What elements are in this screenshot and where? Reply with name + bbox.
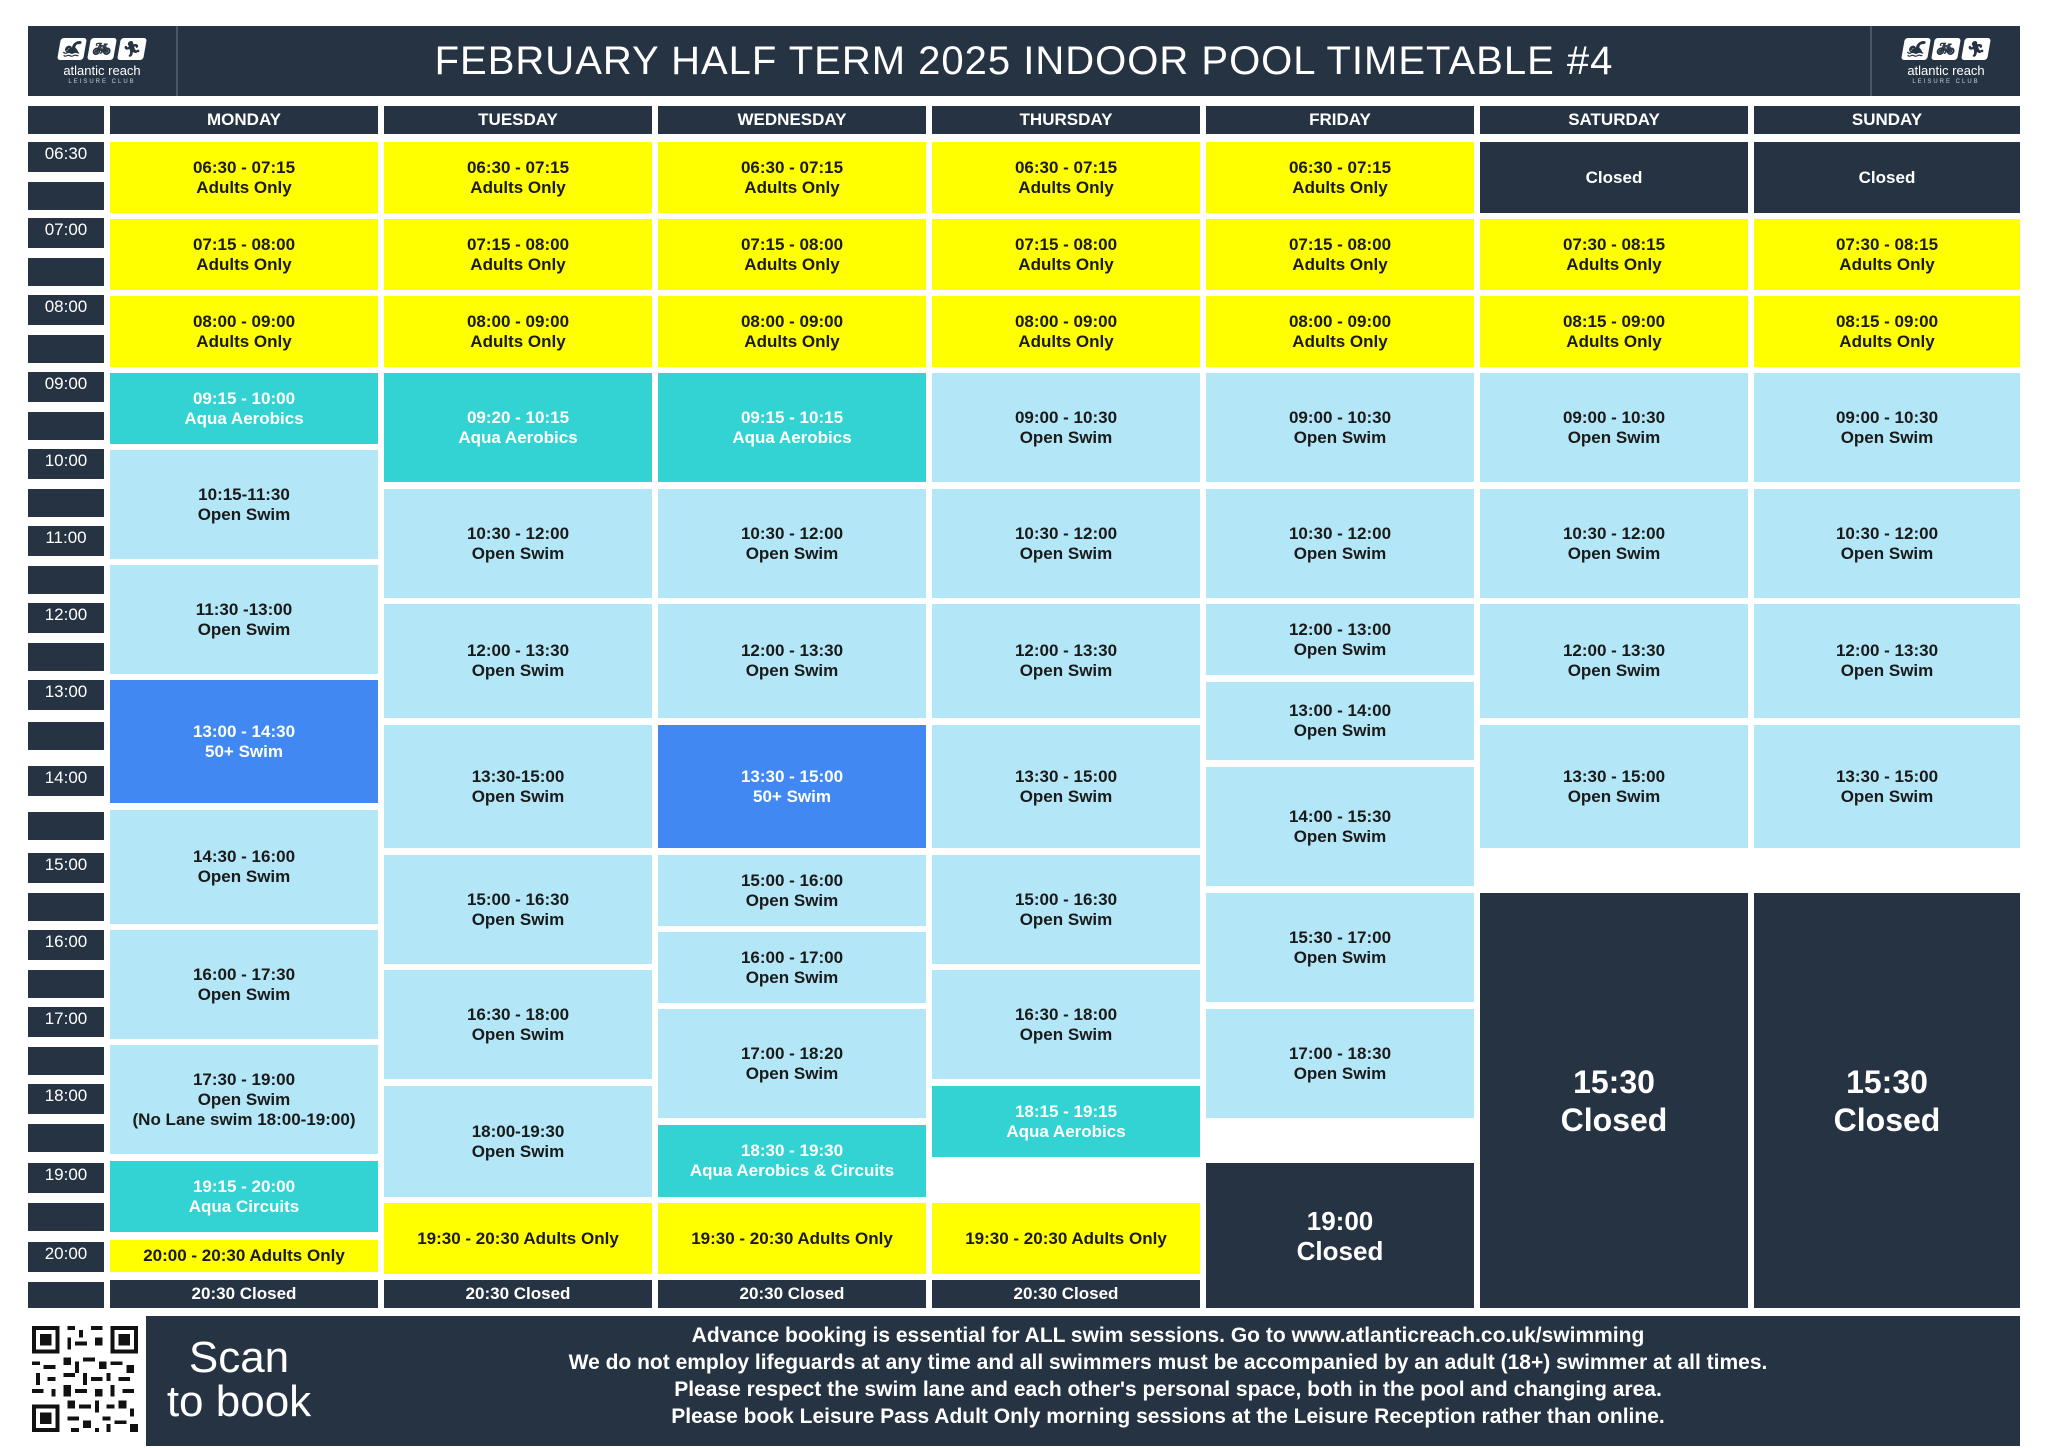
session-label: 50+ Swim — [753, 786, 831, 806]
session-adults-only[interactable] — [384, 219, 652, 290]
time-spacer — [28, 335, 104, 363]
session-time: 09:00 - 10:30 — [1014, 407, 1118, 427]
page-title: FEBRUARY HALF TERM 2025 INDOOR POOL TIMETABLE #4 — [434, 38, 1614, 83]
session-time: 15:30 - 17:00 — [1288, 927, 1392, 947]
session-time: 15:00 - 16:30 — [1014, 889, 1118, 909]
time-spacer — [28, 412, 104, 440]
session-open-swim[interactable] — [658, 489, 926, 598]
time-label: 08:00 — [28, 295, 104, 325]
session-adults-only[interactable] — [932, 296, 1200, 367]
session-label: Open Swim — [471, 543, 565, 563]
session-open-swim[interactable] — [110, 810, 378, 924]
session-label: Adults Only — [1566, 254, 1662, 274]
session-time: 19:00 — [1306, 1205, 1374, 1236]
session-label: Open Swim — [197, 867, 291, 886]
corner-cell — [28, 106, 104, 134]
session-label: Open Swim — [1019, 1024, 1113, 1044]
session-open-swim[interactable] — [110, 450, 378, 559]
session-time: 06:30 - 07:15 — [466, 157, 570, 177]
session-adults-only[interactable] — [110, 142, 378, 213]
session-open-swim[interactable] — [110, 565, 378, 674]
session-label: Adults Only — [470, 254, 566, 274]
session-time: 16:00 - 17:30 — [192, 964, 296, 984]
qr-code[interactable] — [28, 1322, 142, 1436]
session-label: Open Swim — [471, 1141, 565, 1161]
time-spacer — [28, 812, 104, 840]
logo-subtitle: LEISURE CLUB — [1912, 78, 1980, 85]
header-bar — [28, 26, 2020, 96]
session-label: Adults Only — [1018, 331, 1114, 351]
scan-text: Scan — [188, 1333, 290, 1382]
session-time: 12:00 - 13:30 — [466, 641, 570, 660]
session-open-swim[interactable] — [384, 604, 652, 718]
logo-name: atlantic reach — [1907, 62, 1985, 78]
session-open-swim[interactable] — [1754, 373, 2020, 482]
session-time: 14:30 - 16:00 — [192, 847, 296, 866]
session-label: Aqua Aerobics — [458, 427, 578, 447]
session-time: 09:00 - 10:30 — [1288, 407, 1392, 427]
note-line: We do not employ lifeguards at any time and all swimmers must be accompanied by an adult (18+) swimmer at all times. — [568, 1351, 1768, 1374]
session-label: Open Swim — [1293, 543, 1387, 563]
note-line: Advance booking is essential for ALL swim sessions. Go to www.atlanticreach.co.uk/swimming — [691, 1324, 1645, 1347]
session-label: Open Swim — [471, 661, 565, 680]
session-time: 07:30 - 08:15 — [1562, 234, 1666, 254]
closing-time — [110, 1280, 378, 1308]
time-label: 09:00 — [28, 372, 104, 402]
session-time: 14:00 - 15:30 — [1288, 806, 1392, 826]
session-time: 08:15 - 09:00 — [1835, 311, 1939, 331]
session-label: Open Swim — [1019, 661, 1113, 680]
session-label: Adults Only — [1292, 177, 1388, 197]
session-label: Open Swim — [1019, 786, 1113, 806]
closing-time — [932, 1280, 1200, 1308]
session-label: Closed — [1296, 1235, 1384, 1266]
session-time: 09:20 - 10:15 — [466, 407, 570, 427]
session-time: 12:00 - 13:00 — [1288, 619, 1392, 639]
session-adults-only[interactable] — [1206, 142, 1474, 213]
time-spacer — [28, 489, 104, 517]
day-header-wednesday: WEDNESDAY — [658, 106, 926, 134]
session-time: 16:30 - 18:00 — [466, 1004, 570, 1024]
session-adults-only[interactable] — [384, 1203, 652, 1274]
session-time: 19:15 - 20:00 — [192, 1176, 296, 1196]
session-label: Open Swim — [745, 661, 839, 680]
session-time: 20:30 Closed — [465, 1284, 571, 1303]
session-label: Open Swim — [1293, 826, 1387, 846]
time-label: 10:00 — [28, 449, 104, 479]
note-line: Please respect the swim lane and each other's personal space, both in the pool and changing area. — [674, 1378, 1662, 1401]
session-time: 13:30 - 15:00 — [1014, 766, 1118, 786]
session-label: Open Swim — [745, 1063, 839, 1083]
session-time: 13:30 - 15:00 — [1562, 766, 1666, 786]
session-time: 10:30 - 12:00 — [1288, 523, 1392, 543]
session-adults-only[interactable] — [658, 142, 926, 213]
day-header-friday: FRIDAY — [1206, 106, 1474, 134]
session-time: 08:15 - 09:00 — [1562, 311, 1666, 331]
session-label: Open Swim — [1293, 427, 1387, 447]
session-time: 10:15-11:30 — [198, 484, 290, 504]
session-label: Open Swim — [471, 909, 565, 929]
session-open-swim[interactable] — [1754, 725, 2020, 848]
session-label: Open Swim — [471, 1024, 565, 1044]
time-label: 17:00 — [28, 1007, 104, 1037]
session-label: Open Swim — [1293, 947, 1387, 967]
time-spacer — [28, 1203, 104, 1231]
session-adults-only[interactable] — [1754, 219, 2020, 290]
time-label: 20:00 — [28, 1242, 104, 1272]
run-icon: 🏃︎ — [117, 38, 147, 60]
time-spacer — [28, 970, 104, 998]
time-spacer — [28, 258, 104, 286]
session-label: Adults Only — [744, 177, 840, 197]
session-adults-only[interactable] — [1206, 219, 1474, 290]
session-open-swim[interactable] — [1206, 373, 1474, 482]
session-50-plus-swim[interactable] — [110, 680, 378, 803]
session-time: 15:30 — [1573, 1063, 1655, 1100]
session-open-swim[interactable] — [110, 930, 378, 1039]
session-label: Adults Only — [470, 331, 566, 351]
swim-icon: 🏊︎ — [1901, 38, 1931, 60]
bike-icon: 🚲︎ — [87, 38, 117, 60]
session-time: 13:30 - 15:00 — [1835, 766, 1939, 786]
session-time: 18:30 - 19:30 — [740, 1141, 844, 1160]
session-aqua-circuits[interactable] — [110, 1161, 378, 1232]
session-label: Open Swim — [197, 984, 291, 1004]
session-label: Adults Only — [744, 331, 840, 351]
session-open-swim[interactable] — [932, 604, 1200, 718]
session-label: Adults Only — [196, 331, 292, 351]
closed-block — [1754, 893, 2020, 1308]
session-open-swim[interactable] — [1480, 373, 1748, 482]
session-label: Open Swim — [1019, 543, 1113, 563]
day-header-tuesday: TUESDAY — [384, 106, 652, 134]
session-open-swim[interactable] — [932, 725, 1200, 848]
session-time: 08:00 - 09:00 — [1288, 311, 1392, 331]
session-time: 09:00 - 10:30 — [1562, 407, 1666, 427]
time-spacer — [28, 893, 104, 921]
session-adults-only[interactable] — [1480, 219, 1748, 290]
session-time: 09:15 - 10:15 — [740, 407, 844, 427]
session-adults-only[interactable] — [384, 142, 652, 213]
session-open-swim[interactable] — [1754, 604, 2020, 718]
session-label: Adults Only — [1018, 254, 1114, 274]
session-open-swim[interactable] — [1480, 604, 1748, 718]
session-time: 15:00 - 16:30 — [466, 889, 570, 909]
run-icon: 🏃︎ — [1961, 38, 1991, 60]
session-label: Aqua Aerobics & Circuits — [689, 1161, 895, 1180]
session-label: Open Swim — [1567, 786, 1661, 806]
session-time: 10:30 - 12:00 — [740, 523, 844, 543]
session-label: Adults Only — [196, 254, 292, 274]
session-aqua-aerobics-circuits[interactable] — [658, 1125, 926, 1197]
session-time: 19:30 - 20:30 Adults Only — [965, 1228, 1167, 1248]
session-open-swim[interactable] — [1206, 489, 1474, 598]
scan-to-book-label — [154, 1333, 324, 1426]
session-label: Open Swim — [197, 619, 291, 639]
session-time: 16:30 - 18:00 — [1014, 1004, 1118, 1024]
session-time: 18:00-19:30 — [471, 1121, 565, 1141]
session-time: 12:00 - 13:30 — [1835, 641, 1939, 660]
bike-icon: 🚲︎ — [1931, 38, 1961, 60]
footer-bar — [146, 1316, 2020, 1446]
session-label: Adults Only — [1839, 331, 1935, 351]
session-time: 20:30 Closed — [1013, 1284, 1119, 1303]
session-open-swim[interactable] — [1206, 893, 1474, 1002]
session-time: 08:00 - 09:00 — [740, 311, 844, 331]
session-label: Adults Only — [1839, 254, 1935, 274]
session-label: Open Swim — [471, 786, 565, 806]
session-time: 15:00 - 16:00 — [740, 870, 844, 890]
session-label: Open Swim — [1840, 427, 1934, 447]
session-open-swim[interactable] — [384, 725, 652, 848]
session-time: 20:00 - 20:30 Adults Only — [143, 1246, 345, 1265]
time-spacer — [28, 1282, 104, 1308]
session-label: Open Swim — [745, 890, 839, 910]
session-50-plus-swim[interactable] — [658, 725, 926, 848]
session-open-swim[interactable] — [932, 489, 1200, 598]
session-time: Closed — [1858, 167, 1916, 187]
session-open-swim[interactable] — [110, 1045, 378, 1154]
session-time: 07:15 - 08:00 — [466, 234, 570, 254]
session-time: 06:30 - 07:15 — [740, 157, 844, 177]
session-aqua-aerobics[interactable] — [658, 373, 926, 482]
session-time: 06:30 - 07:15 — [1288, 157, 1392, 177]
session-label: Closed — [1833, 1101, 1941, 1138]
session-time: 10:30 - 12:00 — [1014, 523, 1118, 543]
logo — [1870, 26, 2020, 96]
session-adults-only[interactable] — [110, 1240, 378, 1272]
session-label: Open Swim — [197, 1089, 291, 1109]
day-header-sunday: SUNDAY — [1754, 106, 2020, 134]
session-open-swim[interactable] — [932, 855, 1200, 964]
session-time: 12:00 - 13:30 — [740, 641, 844, 660]
session-adults-only[interactable] — [932, 142, 1200, 213]
session-adults-only[interactable] — [932, 219, 1200, 290]
session-label: Open Swim — [745, 967, 839, 987]
time-label: 18:00 — [28, 1084, 104, 1114]
session-adults-only[interactable] — [658, 219, 926, 290]
session-label: Adults Only — [1292, 254, 1388, 274]
session-time: 15:30 — [1846, 1063, 1928, 1100]
session-label: Open Swim — [745, 543, 839, 563]
session-adults-only[interactable] — [110, 219, 378, 290]
time-label: 16:00 — [28, 930, 104, 960]
session-time: 08:00 - 09:00 — [192, 311, 296, 331]
session-time: 07:30 - 08:15 — [1835, 234, 1939, 254]
session-open-swim[interactable] — [1480, 489, 1748, 598]
session-label: Adults Only — [744, 254, 840, 274]
closed-block — [1754, 142, 2020, 213]
session-label: Aqua Aerobics — [184, 408, 304, 428]
day-header-thursday: THURSDAY — [932, 106, 1200, 134]
session-time: 09:00 - 10:30 — [1835, 407, 1939, 427]
time-label: 14:00 — [28, 766, 104, 796]
session-time: 07:15 - 08:00 — [740, 234, 844, 254]
session-label: 50+ Swim — [205, 741, 283, 761]
session-adults-only[interactable] — [384, 296, 652, 367]
session-time: 11:30 -13:00 — [195, 599, 293, 619]
time-label: 13:00 — [28, 680, 104, 710]
session-time: 07:15 - 08:00 — [192, 234, 296, 254]
session-label: Open Swim — [1567, 661, 1661, 680]
session-label: Open Swim — [1567, 543, 1661, 563]
session-time: 19:30 - 20:30 Adults Only — [417, 1228, 619, 1248]
session-label: Open Swim — [1293, 639, 1387, 659]
time-spacer — [28, 566, 104, 594]
session-open-swim[interactable] — [932, 970, 1200, 1079]
session-label: Open Swim — [1019, 909, 1113, 929]
session-time: 10:30 - 12:00 — [1835, 523, 1939, 543]
closed-block — [1206, 1163, 1474, 1308]
session-label: Adults Only — [1292, 331, 1388, 351]
time-label: 15:00 — [28, 853, 104, 883]
session-note: (No Lane swim 18:00-19:00) — [132, 1109, 356, 1129]
session-time: 13:30-15:00 — [471, 766, 565, 786]
note-line: Please book Leisure Pass Adult Only morning sessions at the Leisure Reception rather than online. — [671, 1405, 1665, 1428]
session-adults-only[interactable] — [658, 296, 926, 367]
session-label: Adults Only — [196, 177, 292, 197]
session-adults-only[interactable] — [1206, 296, 1474, 367]
session-label: Aqua Aerobics — [732, 427, 852, 447]
session-time: 08:00 - 09:00 — [1014, 311, 1118, 331]
session-time: 20:30 Closed — [191, 1284, 297, 1303]
session-open-swim[interactable] — [658, 1009, 926, 1118]
session-time: 19:30 - 20:30 Adults Only — [691, 1228, 893, 1248]
time-label: 19:00 — [28, 1163, 104, 1193]
session-label: Open Swim — [1019, 427, 1113, 447]
closed-block — [1480, 142, 1748, 213]
swim-icon: 🏊︎ — [57, 38, 87, 60]
session-label: Open Swim — [1567, 427, 1661, 447]
session-time: 16:00 - 17:00 — [740, 947, 844, 967]
session-time: 20:30 Closed — [739, 1284, 845, 1303]
session-time: 07:15 - 08:00 — [1288, 234, 1392, 254]
session-label: Open Swim — [197, 504, 291, 524]
session-time: 08:00 - 09:00 — [466, 311, 570, 331]
time-label: 07:00 — [28, 218, 104, 248]
session-aqua-aerobics[interactable] — [110, 373, 378, 444]
session-open-swim[interactable] — [1480, 725, 1748, 848]
time-label: 06:30 — [28, 142, 104, 172]
session-label: Open Swim — [1293, 1063, 1387, 1083]
session-time: 13:00 - 14:00 — [1288, 701, 1392, 720]
session-label: Adults Only — [1018, 177, 1114, 197]
time-spacer — [28, 1124, 104, 1152]
session-label: Closed — [1560, 1101, 1668, 1138]
session-open-swim[interactable] — [1206, 604, 1474, 675]
session-aqua-aerobics[interactable] — [384, 373, 652, 482]
session-open-swim[interactable] — [384, 489, 652, 598]
to-book-text: to book — [166, 1377, 312, 1426]
session-open-swim[interactable] — [658, 604, 926, 718]
session-open-swim[interactable] — [658, 932, 926, 1003]
day-header-saturday: SATURDAY — [1480, 106, 1748, 134]
session-label: Adults Only — [470, 177, 566, 197]
session-time: 12:00 - 13:30 — [1014, 641, 1118, 660]
session-time: 17:00 - 18:30 — [1288, 1043, 1392, 1063]
session-label: Aqua Aerobics — [1006, 1121, 1126, 1141]
session-adults-only[interactable] — [1480, 296, 1748, 367]
session-label: Open Swim — [1840, 543, 1934, 563]
session-time: 06:30 - 07:15 — [192, 157, 296, 177]
session-time: 18:15 - 19:15 — [1014, 1101, 1118, 1121]
logo-subtitle: LEISURE CLUB — [68, 78, 136, 85]
session-time: 10:30 - 12:00 — [1562, 523, 1666, 543]
session-time: 13:30 - 15:00 — [740, 766, 844, 786]
session-open-swim[interactable] — [932, 373, 1200, 482]
session-time: 13:00 - 14:30 — [192, 721, 296, 741]
session-time: 17:00 - 18:20 — [740, 1043, 844, 1063]
session-open-swim[interactable] — [1206, 682, 1474, 760]
session-label: Aqua Circuits — [188, 1196, 300, 1216]
session-adults-only[interactable] — [1754, 296, 2020, 367]
session-open-swim[interactable] — [384, 970, 652, 1079]
session-time: 10:30 - 12:00 — [466, 523, 570, 543]
time-label: 11:00 — [28, 526, 104, 556]
closing-time — [384, 1280, 652, 1308]
session-time: 07:15 - 08:00 — [1014, 234, 1118, 254]
session-open-swim[interactable] — [1206, 767, 1474, 886]
session-adults-only[interactable] — [658, 1203, 926, 1274]
time-label: 12:00 — [28, 603, 104, 633]
session-label: Open Swim — [1293, 721, 1387, 740]
time-spacer — [28, 182, 104, 210]
session-open-swim[interactable] — [658, 855, 926, 926]
closing-time — [658, 1280, 926, 1308]
session-time: 17:30 - 19:00 — [192, 1069, 296, 1089]
session-label: Open Swim — [1840, 661, 1934, 680]
session-aqua-aerobics[interactable] — [932, 1086, 1200, 1157]
session-label: Adults Only — [1566, 331, 1662, 351]
logo-name: atlantic reach — [63, 62, 141, 78]
closed-block — [1480, 893, 1748, 1308]
session-label: Open Swim — [1840, 786, 1934, 806]
session-open-swim[interactable] — [1206, 1009, 1474, 1118]
session-adults-only[interactable] — [932, 1203, 1200, 1274]
session-open-swim[interactable] — [384, 1086, 652, 1197]
session-time: 09:15 - 10:00 — [192, 388, 296, 408]
session-time: Closed — [1585, 167, 1643, 187]
session-open-swim[interactable] — [384, 855, 652, 964]
session-time: 12:00 - 13:30 — [1562, 641, 1666, 660]
day-header-monday: MONDAY — [110, 106, 378, 134]
session-adults-only[interactable] — [110, 296, 378, 367]
time-spacer — [28, 643, 104, 671]
time-spacer — [28, 1047, 104, 1075]
session-open-swim[interactable] — [1754, 489, 2020, 598]
session-time: 06:30 - 07:15 — [1014, 157, 1118, 177]
time-spacer — [28, 722, 104, 750]
booking-notes — [336, 1322, 2000, 1430]
